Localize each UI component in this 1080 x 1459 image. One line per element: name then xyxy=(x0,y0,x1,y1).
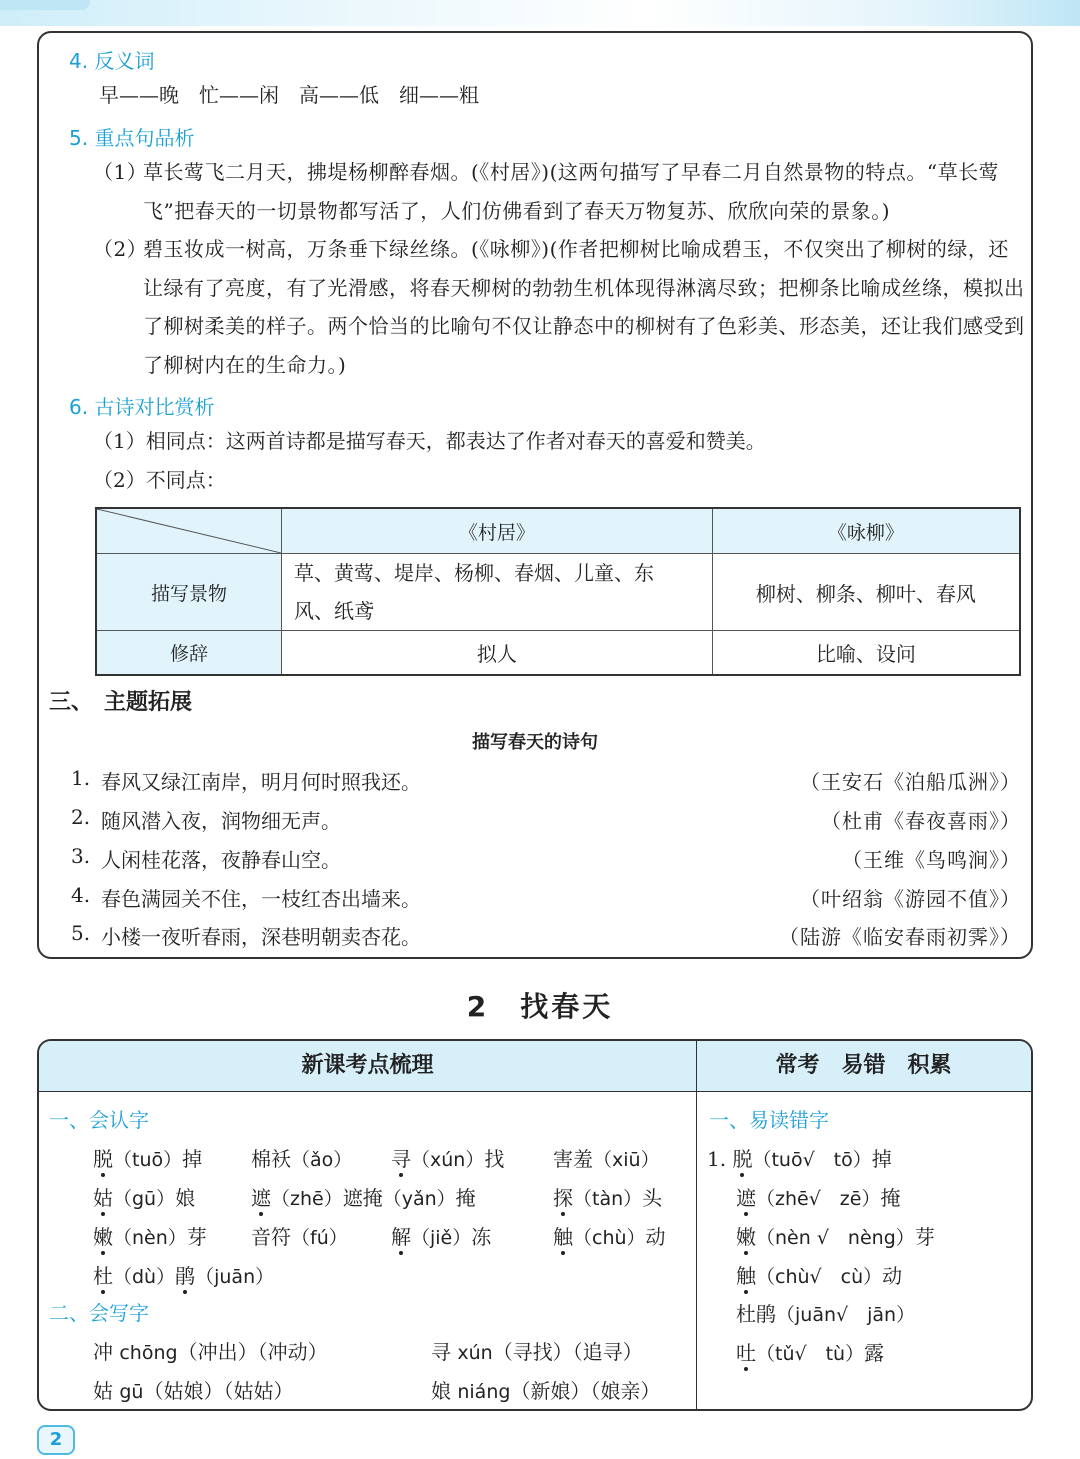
char-item xyxy=(251,1143,352,1172)
similarity-line: （1）相同点：这两首诗都是描写春天，都表达了作者对春天的喜爱和赞美。 xyxy=(93,429,766,453)
key-sentence-2-text: 碧玉妆成一树高，万条垂下绿丝绦。(《咏柳》)(作者把柳树比喻成碧玉，不仅突出了柳树的绿，还让绿有了亮度，有了光滑感，将春天柳树的勃勃生机体现得淋漓尽致；把柳条比喻成丝绦，模拟出了柳树柔美的样子。两个恰当的比喻句不仅让静态中的柳树有了色彩美、形态美，还让我们感受到了柳树内在的生命力。) xyxy=(143,237,1025,377)
char: 姑 xyxy=(93,1379,113,1403)
poem-number: 4. xyxy=(71,883,91,907)
char: 冲 xyxy=(93,1340,113,1364)
pinyin: （jiě） xyxy=(411,1227,472,1249)
words: （姑娘）（姑姑） xyxy=(143,1379,294,1403)
pinyin: （nèn） xyxy=(113,1227,187,1249)
poem-number: 1. xyxy=(71,766,91,790)
key-sentence-1-text: 草长莺飞二月天，拂堤杨柳醉春烟。(《村居》)(这两句描写了早春二月自然景物的特点。“草长莺飞”把春天的一切景物都写活了，人们仿佛看到了春天万物复苏、欣欣向荣的景象。) xyxy=(143,160,1000,223)
poem-compare-table xyxy=(95,507,1021,676)
write-item xyxy=(431,1375,660,1404)
pinyin: （ǎo） xyxy=(291,1149,353,1171)
poem-text: 随风潜入夜，润物细无声。 xyxy=(101,809,341,833)
right-column-header: 常考 易错 积累 xyxy=(696,1041,1031,1092)
spring-poems-subtitle: 描写春天的诗句 xyxy=(472,732,598,753)
lesson-name: 找春天 xyxy=(520,990,614,1023)
key-sentence-1 xyxy=(93,153,1025,230)
table-cell-cunju-scenery: 草、黄莺、堤岸、杨柳、春烟、儿童、东风、纸鸢 xyxy=(282,554,713,631)
pinyin: （gū） xyxy=(113,1188,176,1210)
char: 害羞 xyxy=(553,1147,593,1171)
poem-number: 5. xyxy=(71,921,91,945)
pinyin: xún xyxy=(457,1342,493,1364)
poem-text: 春色满园关不住，一枝红杏出墙来。 xyxy=(101,887,421,911)
pinyin: （xún） xyxy=(411,1149,485,1171)
write-item xyxy=(93,1375,293,1404)
error-item xyxy=(707,1143,892,1172)
page-number: 2 xyxy=(37,1425,75,1455)
section-antonyms-title: 4. 反义词 xyxy=(69,49,155,73)
section-key-sentences-title: 5. 重点句品析 xyxy=(69,126,195,150)
antonyms-line: 早——晚 忙——闲 高——低 细——粗 xyxy=(99,83,479,107)
diagonal-line xyxy=(97,509,281,553)
poem-source: （王维《鸟鸣涧》） xyxy=(842,848,1021,872)
word-rest: 芽 xyxy=(914,1225,935,1249)
word-rest: 动 xyxy=(882,1264,903,1288)
char-item xyxy=(391,1221,491,1250)
table-header-yongliu: 《咏柳》 xyxy=(712,508,1020,554)
review-box xyxy=(37,31,1033,959)
error-item xyxy=(736,1298,915,1327)
word-rest: 遮掩 xyxy=(342,1186,383,1210)
char: 触 xyxy=(553,1225,573,1249)
poem-source: （杜甫《春夜喜雨》） xyxy=(821,809,1021,833)
char: 杜鹃 xyxy=(736,1302,776,1326)
char: 遮 xyxy=(736,1186,756,1210)
pinyin: （yǎn） xyxy=(382,1188,456,1210)
word-rest: 芽 xyxy=(186,1225,207,1249)
table-row-label-scenery: 描写景物 xyxy=(96,554,282,631)
poem-line xyxy=(71,844,1021,874)
char-item xyxy=(553,1221,666,1250)
error-chars-title: 一、易读错字 xyxy=(709,1108,829,1132)
pinyin: gū xyxy=(119,1381,144,1403)
error-item xyxy=(736,1337,884,1366)
pinyin-choice: （juān√ jān） xyxy=(776,1304,916,1326)
word-rest: 找 xyxy=(484,1147,505,1171)
key-sentence-2-number: （2） xyxy=(93,237,148,261)
char: 解 xyxy=(391,1225,411,1249)
error-item xyxy=(736,1260,902,1289)
char-item xyxy=(553,1143,660,1172)
word-rest: 娘 xyxy=(175,1186,196,1210)
char-item xyxy=(93,1221,207,1250)
top-decoration xyxy=(0,0,1080,26)
char: 嫩 xyxy=(93,1225,113,1249)
section-theme-title: 三、 主题拓展 xyxy=(49,690,193,715)
char: 脱 xyxy=(732,1147,753,1171)
table-header-cunju: 《村居》 xyxy=(282,508,713,554)
word-rest: 掩 xyxy=(455,1186,476,1210)
lesson-title xyxy=(0,985,1080,1025)
table-cell-cunju-rhetoric: 拟人 xyxy=(282,631,713,675)
char: 脱 xyxy=(93,1147,113,1171)
word-rest: 掩 xyxy=(880,1186,901,1210)
table-corner-cell xyxy=(96,508,282,554)
table-cell-yongliu-rhetoric: 比喻、设问 xyxy=(712,631,1020,675)
pinyin-choice: （nèn √ nèng） xyxy=(756,1227,915,1249)
word-rest: 头 xyxy=(642,1186,663,1210)
poem-line xyxy=(71,805,1021,835)
write-item xyxy=(431,1336,643,1365)
pinyin: niáng xyxy=(457,1381,511,1403)
poem-line xyxy=(71,921,1021,951)
write-item xyxy=(93,1336,328,1365)
char: 触 xyxy=(736,1264,756,1288)
char: 嫩 xyxy=(736,1225,756,1249)
lesson-points-box xyxy=(37,1039,1033,1411)
char: 寻 xyxy=(431,1340,451,1364)
pinyin-choice: （zhē√ zē） xyxy=(756,1188,881,1210)
pinyin: （fú） xyxy=(291,1227,348,1249)
char-item xyxy=(93,1260,274,1289)
char-item xyxy=(553,1182,662,1211)
pinyin: （xiū） xyxy=(593,1149,660,1171)
difference-label: （2）不同点： xyxy=(93,468,226,492)
pinyin: （chù） xyxy=(573,1227,646,1249)
poem-line xyxy=(71,766,1021,796)
poem-source: （王安石《泊船瓜洲》） xyxy=(800,770,1021,794)
word-rest: 掉 xyxy=(871,1147,892,1171)
word-rest: 掉 xyxy=(182,1147,203,1171)
poem-source: （叶绍翁《游园不值》） xyxy=(800,887,1021,911)
poem-line xyxy=(71,883,1021,913)
pinyin: （juān） xyxy=(195,1266,275,1288)
pinyin: （tàn） xyxy=(573,1188,643,1210)
poem-text: 小楼一夜听春雨，深巷明朝卖杏花。 xyxy=(101,925,421,949)
item-number: 1. xyxy=(707,1147,727,1171)
char: 娘 xyxy=(431,1379,451,1403)
char: 姑 xyxy=(93,1186,113,1210)
char-item xyxy=(251,1221,348,1250)
char: 遮 xyxy=(251,1186,271,1210)
pinyin: （tuō） xyxy=(113,1149,183,1171)
key-sentence-2 xyxy=(93,230,1025,384)
poem-number: 2. xyxy=(71,805,91,829)
word-rest: 露 xyxy=(864,1341,885,1365)
word-rest: 动 xyxy=(645,1225,666,1249)
char-item xyxy=(391,1143,504,1172)
column-divider xyxy=(696,1041,697,1409)
char: 棉袄 xyxy=(251,1147,291,1171)
char-item xyxy=(251,1182,476,1211)
table-cell-yongliu-scenery: 柳树、柳条、柳叶、春风 xyxy=(712,554,1020,631)
top-decoration-tab xyxy=(0,0,90,10)
char: 吐 xyxy=(736,1341,756,1365)
word-rest: 冻 xyxy=(471,1225,492,1249)
char: 杜 xyxy=(93,1264,113,1288)
write-chars-title: 二、会写字 xyxy=(49,1301,149,1325)
pinyin: （dù） xyxy=(113,1266,176,1288)
char-item xyxy=(93,1182,195,1211)
pinyin-choice: （chù√ cù） xyxy=(756,1266,883,1288)
char: 探 xyxy=(553,1186,573,1210)
words: （冲出）（冲动） xyxy=(177,1340,328,1364)
lesson-number: 2 xyxy=(466,990,487,1023)
poem-text: 人闲桂花落，夜静春山空。 xyxy=(101,848,341,872)
poem-source: （陆游《临安春雨初霁》） xyxy=(779,925,1021,949)
poem-text: 春风又绿江南岸，明月何时照我还。 xyxy=(101,770,421,794)
pinyin-choice: （tuō√ tō） xyxy=(752,1149,872,1171)
key-sentence-1-number: （1） xyxy=(93,160,148,184)
pinyin: （zhē） xyxy=(271,1188,343,1210)
table-row-label-rhetoric: 修辞 xyxy=(96,631,282,675)
char: 音符 xyxy=(251,1225,291,1249)
pinyin: chōng xyxy=(119,1342,178,1364)
char-item xyxy=(93,1143,202,1172)
words: （寻找）（追寻） xyxy=(492,1340,643,1364)
words: （新娘）（娘亲） xyxy=(510,1379,661,1403)
char: 鹃 xyxy=(175,1264,196,1288)
recognize-chars-title: 一、会认字 xyxy=(49,1108,149,1132)
error-item xyxy=(736,1182,900,1211)
left-column-header: 新课考点梳理 xyxy=(39,1041,696,1092)
pinyin-choice: （tǔ√ tù） xyxy=(756,1343,865,1365)
char: 寻 xyxy=(391,1147,411,1171)
poem-number: 3. xyxy=(71,844,91,868)
section-poem-compare-title: 6. 古诗对比赏析 xyxy=(69,395,215,419)
error-item xyxy=(736,1221,935,1250)
